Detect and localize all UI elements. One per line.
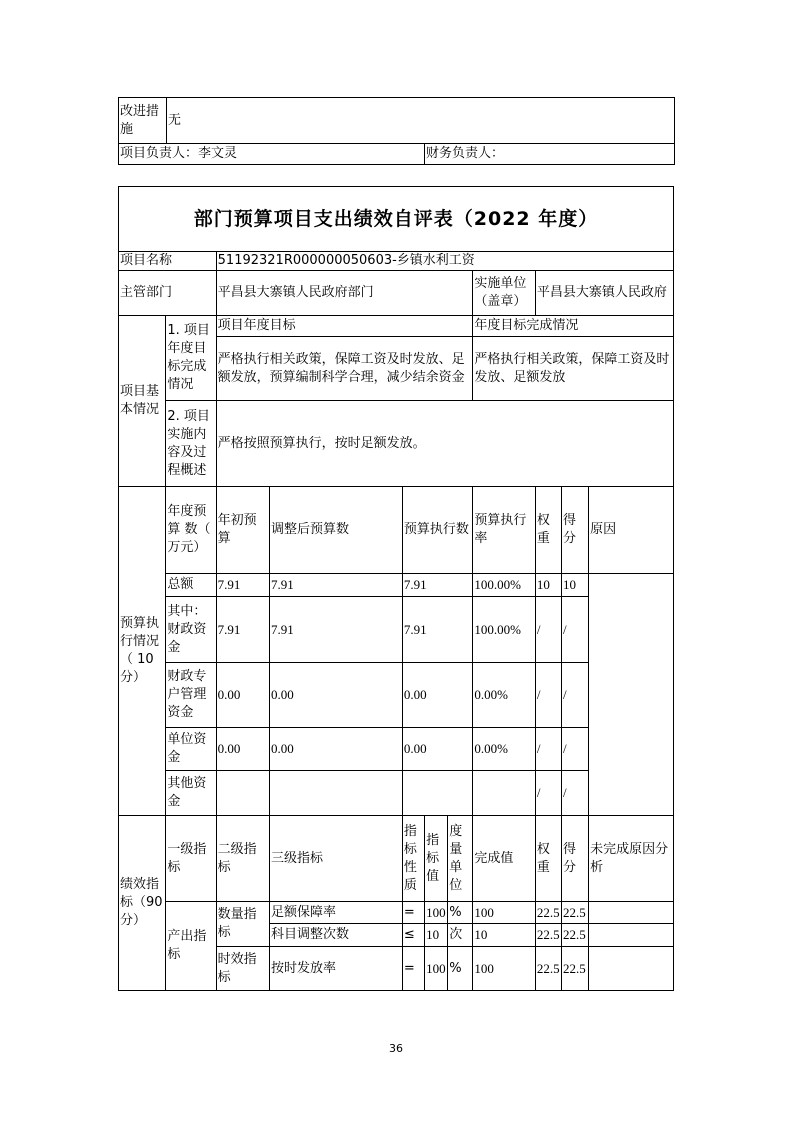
perf-header: 三级指标: [270, 816, 403, 902]
project-lead: 项目负责人：李文灵: [119, 144, 425, 165]
budget-header: 调整后预算数: [270, 487, 403, 574]
budget-executed: 0.00: [402, 728, 472, 771]
perf-timeliness-label: 时效指标: [216, 947, 269, 991]
budget-section-label: 预算执行情况（ 10分）: [119, 487, 166, 816]
budget-header: 得分: [561, 487, 588, 574]
finance-lead: 财务负责人：: [425, 144, 675, 165]
budget-score: 10: [561, 574, 588, 597]
budget-header: 年初预算: [216, 487, 269, 574]
perf-value: 100: [425, 947, 448, 991]
perf-header: 二级指标: [216, 816, 269, 902]
perf-indicator: 科目调整次数: [270, 924, 403, 947]
budget-row-name: 其他资金: [166, 771, 216, 816]
budget-weight: /: [535, 728, 561, 771]
perf-level1: 产出指标: [166, 902, 216, 991]
budget-score: /: [561, 597, 588, 663]
perf-unit: %: [448, 947, 473, 991]
budget-rate: 100.00%: [473, 597, 535, 663]
perf-weight: 22.5: [535, 947, 561, 991]
budget-weight: /: [535, 771, 561, 816]
perf-header: 未完成原因分析: [589, 816, 674, 902]
perf-header: 权重: [535, 816, 561, 902]
budget-adjusted: 0.00: [270, 728, 403, 771]
perf-value: 10: [425, 924, 448, 947]
budget-score: /: [561, 663, 588, 728]
budget-score: /: [561, 728, 588, 771]
top-table: [118, 97, 675, 165]
perf-done: 100: [473, 947, 535, 991]
budget-initial: 0.00: [216, 663, 269, 728]
basic-info-label: 项目基本情况: [119, 316, 166, 487]
project-name: 51192321R000000050603-乡镇水利工资: [216, 252, 673, 271]
perf-nature: =: [402, 947, 424, 991]
perf-score: 22.5: [561, 902, 588, 924]
perf-reason: [589, 924, 674, 947]
dept-label: 主管部门: [119, 271, 217, 316]
budget-rate: [473, 771, 535, 816]
perf-value: 100: [425, 902, 448, 924]
perf-score: 22.5: [561, 924, 588, 947]
budget-header: 权重: [535, 487, 561, 574]
perf-quantity-label: 数量指标: [216, 902, 269, 947]
budget-reason: [589, 574, 674, 816]
budget-executed: 7.91: [402, 597, 472, 663]
impl-unit-value: 平昌县大寨镇人民政府: [535, 271, 673, 316]
goal-text: 严格执行相关政策，保障工资及时发放、足额发放，预算编制科学合理，减少结余资金: [216, 337, 473, 401]
goal-label: 1. 项目年度目标完成情况: [166, 316, 216, 401]
budget-rate: 0.00%: [473, 728, 535, 771]
perf-indicator: 足额保障率: [270, 902, 403, 924]
dept-value: 平昌县大寨镇人民政府部门: [216, 271, 473, 316]
budget-rate: 0.00%: [473, 663, 535, 728]
project-name-label: 项目名称: [119, 252, 217, 271]
budget-weight: /: [535, 663, 561, 728]
budget-executed: 0.00: [402, 663, 472, 728]
perf-nature: =: [402, 902, 424, 924]
budget-adjusted: 7.91: [270, 574, 403, 597]
perf-header: 指标性质: [402, 816, 424, 902]
budget-weight: /: [535, 597, 561, 663]
budget-score: /: [561, 771, 588, 816]
form-title: 部门预算项目支出绩效自评表（2022 年度）: [119, 187, 674, 252]
budget-initial: [216, 771, 269, 816]
improve-value: 无: [167, 98, 675, 144]
goal-done-text: 严格执行相关政策，保障工资及时发放、足额发放: [473, 337, 674, 401]
perf-section-label: 绩效指标（90分）: [119, 816, 166, 991]
budget-executed: 7.91: [402, 574, 472, 597]
perf-weight: 22.5: [535, 902, 561, 924]
goal-header: 项目年度目标: [216, 316, 473, 337]
budget-row-name: 单位资金: [166, 728, 216, 771]
perf-reason: [589, 947, 674, 991]
perf-unit: %: [448, 902, 473, 924]
budget-rate: 100.00%: [473, 574, 535, 597]
perf-score: 22.5: [561, 947, 588, 991]
perf-done: 10: [473, 924, 535, 947]
evaluation-table: [118, 186, 674, 991]
budget-header: 原因: [589, 487, 674, 574]
budget-adjusted: 7.91: [270, 597, 403, 663]
perf-reason: [589, 902, 674, 924]
budget-adjusted: 0.00: [270, 663, 403, 728]
budget-row-name: 其中：财政资金: [166, 597, 216, 663]
goal-done-header: 年度目标完成情况: [473, 316, 674, 337]
perf-header: 度量单位: [448, 816, 473, 902]
budget-adjusted: [270, 771, 403, 816]
perf-done: 100: [473, 902, 535, 924]
perf-header: 得分: [561, 816, 588, 902]
budget-header: 预算执行率: [473, 487, 535, 574]
perf-header: 完成值: [473, 816, 535, 902]
budget-initial: 0.00: [216, 728, 269, 771]
perf-header: 一级指标: [166, 816, 216, 902]
budget-header: 年度预算 数（ 万元）: [166, 487, 216, 574]
perf-unit: 次: [448, 924, 473, 947]
perf-header: 指标值: [425, 816, 448, 902]
budget-row-name: 财政专户管理资金: [166, 663, 216, 728]
budget-initial: 7.91: [216, 574, 269, 597]
perf-weight: 22.5: [535, 924, 561, 947]
improve-label: 改进措施: [119, 98, 167, 144]
perf-indicator: 按时发放率: [270, 947, 403, 991]
budget-row-name: 总额: [166, 574, 216, 597]
page-number: 36: [389, 1042, 403, 1055]
budget-initial: 7.91: [216, 597, 269, 663]
budget-weight: 10: [535, 574, 561, 597]
perf-nature: ≤: [402, 924, 424, 947]
impl-text: 严格按照预算执行，按时足额发放。: [216, 401, 673, 487]
budget-header: 预算执行数: [402, 487, 472, 574]
impl-label: 2. 项目实施内容及过程概述: [166, 401, 216, 487]
impl-unit-label: 实施单位（盖章）: [473, 271, 535, 316]
budget-executed: [402, 771, 472, 816]
